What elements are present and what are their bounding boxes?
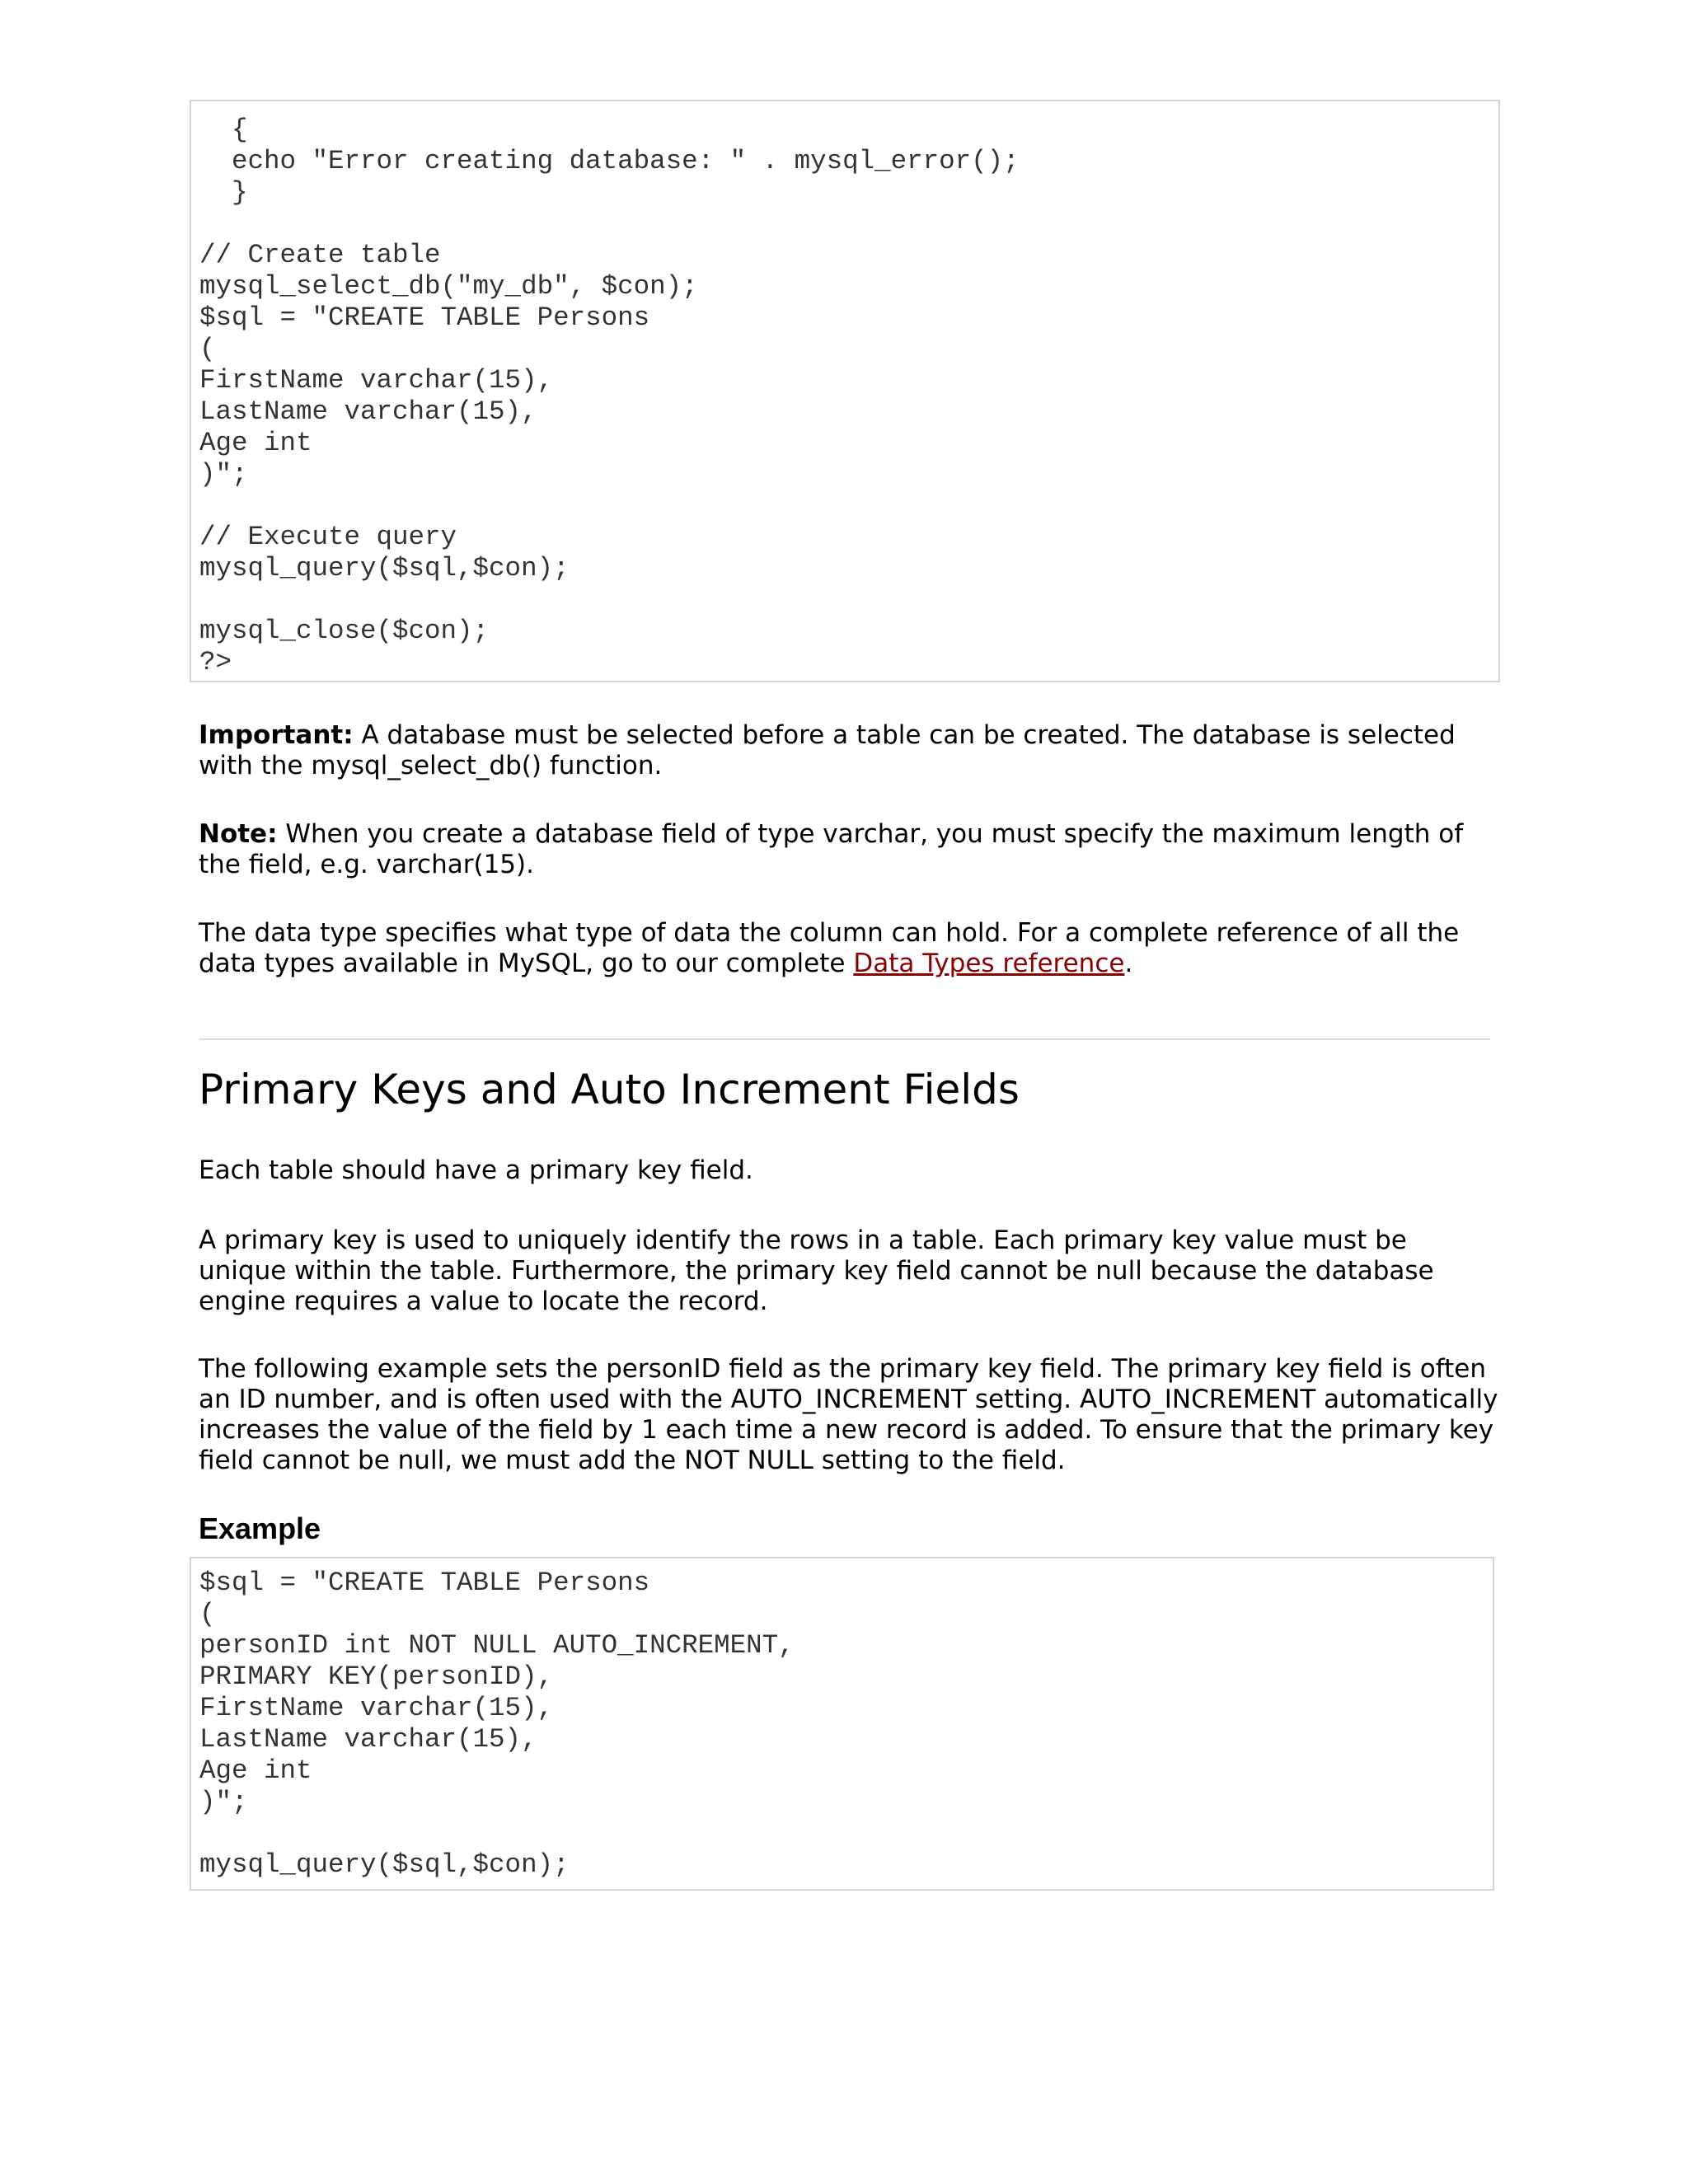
code-block-create-table-text: { echo "Error creating database: " . mysql_error(); } // Create table mysql_select_db("my_db", $con); $sql = "CREATE TABLE Persons ( FirstName varchar(15), LastName varchar(15), Age int )"; // Execute query mysql_query($sql,$con); mysql_close($con); ?> [199, 115, 1020, 677]
section-title: Primary Keys and Auto Increment Fields [199, 1066, 1020, 1113]
data-type-paragraph [199, 918, 1501, 979]
code-block-create-table [190, 100, 1500, 682]
data-types-reference-link[interactable]: Data Types reference [853, 949, 1125, 978]
example-heading: Example [199, 1511, 321, 1545]
note-text: When you create a database field of type varchar, you must specify the maximum length of the field, e.g. varchar(15). [199, 819, 1464, 879]
note-label: Note: [199, 819, 278, 849]
important-text: A database must be selected before a table can be created. The database is selected with the mysql_select_db() function. [199, 720, 1456, 780]
code-block-example [190, 1557, 1494, 1891]
primary-key-intro: Each table should have a primary key field. [199, 1155, 753, 1185]
important-label: Important: [199, 720, 354, 750]
auto-increment-description: The following example sets the personID field as the primary key field. The primary key field is often an ID number, and is often used with the AUTO_INCREMENT setting. AUTO_INCREMENT automatically increases the value of the field by 1 each time a new record is added. To ensure that the primary key field cannot be null, we must add the NOT NULL setting to the field. [199, 1354, 1498, 1475]
section-divider [199, 1038, 1490, 1040]
important-paragraph [199, 720, 1501, 781]
data-type-text-end: . [1124, 949, 1133, 978]
code-block-example-text: $sql = "CREATE TABLE Persons ( personID int NOT NULL AUTO_INCREMENT, PRIMARY KEY(personID), FirstName varchar(15), LastName varchar(15), Age int )"; mysql_query($sql,$con); [199, 1568, 795, 1880]
primary-key-description: A primary key is used to uniquely identify the rows in a table. Each primary key value must be unique within the table. Furthermore, the primary key field cannot be null because the database engine requires a value to locate the record. [199, 1226, 1434, 1316]
note-paragraph [199, 819, 1501, 880]
data-type-text: The data type specifies what type of data the column can hold. For a complete reference of all the data types available in MySQL, go to our complete [199, 918, 1460, 978]
